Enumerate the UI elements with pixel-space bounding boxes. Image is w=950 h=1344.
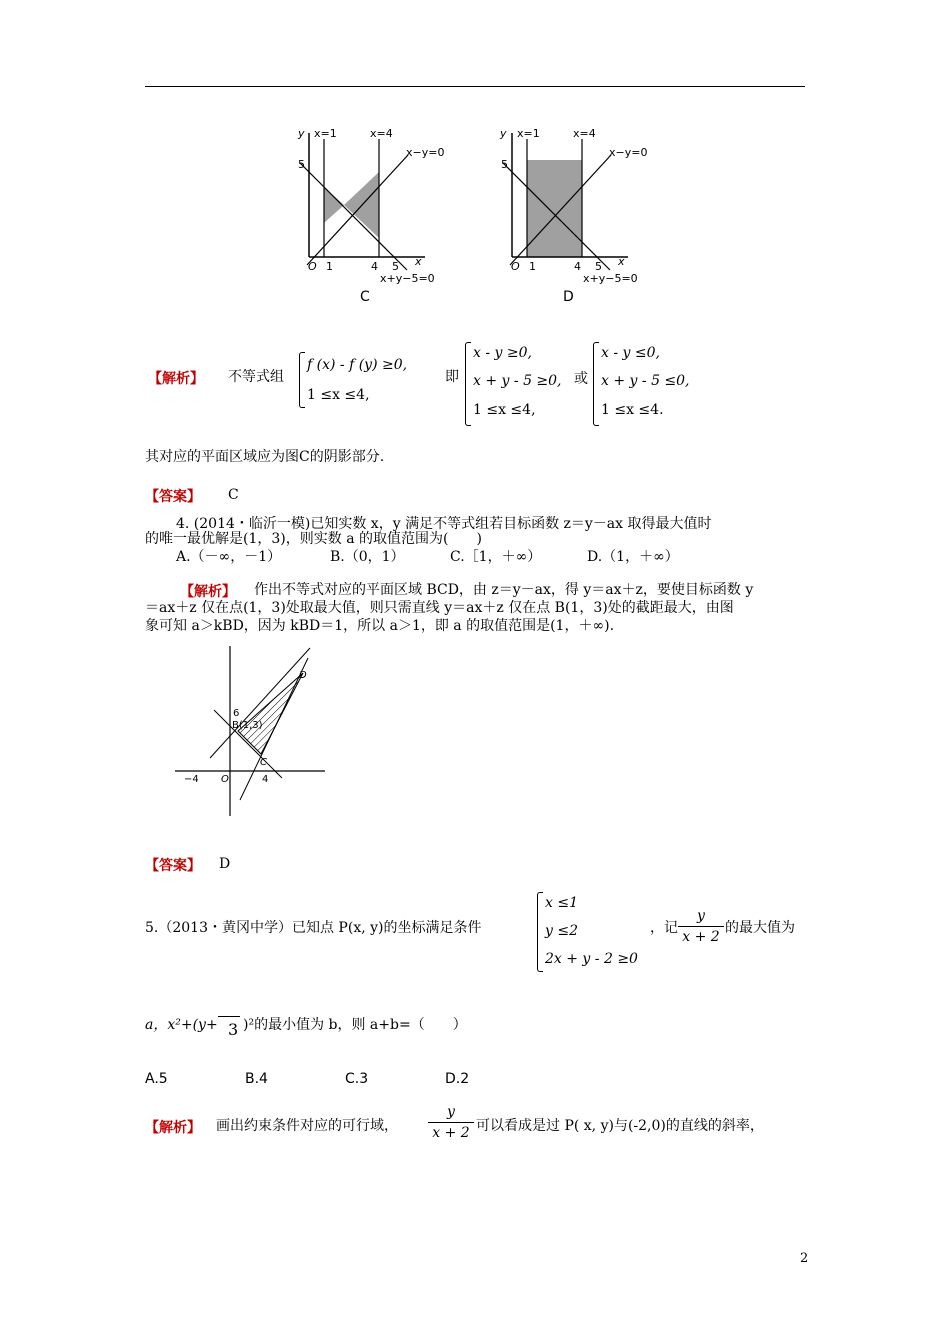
- tick-5: 5: [595, 260, 602, 273]
- q5-sqrt: 3: [218, 1016, 240, 1039]
- label-d: D: [299, 670, 307, 681]
- shaded-left: [324, 187, 344, 223]
- q5-frac-den: x + 2: [682, 929, 720, 945]
- q4-analysis-l2: ＝ax＋z 仅在点(1，3)处取最大值，则只需直线 y＝ax＋z 仅在点 B(1，3)处的截距最大，由图: [145, 600, 734, 616]
- answer-tag-4: 【答案】: [145, 858, 201, 874]
- analysis-conclusion: 其对应的平面区域应为图C的阴影部分.: [145, 449, 385, 465]
- label-x4: x=4: [573, 127, 596, 140]
- label-c: C: [260, 757, 267, 768]
- figure-d: [490, 125, 660, 310]
- q4-analysis-l1: 作出不等式对应的平面区域 BCD，由 z＝y－ax，得 y＝ax＋z，要使目标函数 y: [254, 582, 754, 598]
- q4-line2: 的唯一最优解是(1，3)，则实数 a 的取值范围为( ): [145, 531, 482, 547]
- sys2-line2: x + y - 5 ≥0,: [473, 373, 562, 389]
- y-label: y: [500, 127, 507, 140]
- q4-analysis-tag: 【解析】: [180, 584, 236, 600]
- label-x1: x=1: [314, 127, 337, 140]
- y-tick-5: 5: [501, 158, 508, 171]
- answer-tag-3: 【答案】: [145, 489, 201, 505]
- caption-d: D: [563, 289, 574, 305]
- tick-1: 1: [529, 260, 536, 273]
- q5-analysis-fraction: [428, 1104, 474, 1141]
- q5-sys-1: x ≤1: [545, 895, 578, 911]
- label-xy: x−y=0: [406, 146, 445, 159]
- label-x4: x=4: [370, 127, 393, 140]
- brace-3: [593, 342, 599, 426]
- q5-sys-3: 2x + y - 2 ≥0: [545, 951, 638, 967]
- figure-c: [280, 125, 450, 310]
- x-label: x: [415, 255, 422, 268]
- tick-4: 4: [574, 260, 581, 273]
- brace-1: [299, 352, 305, 408]
- label-b: B(1,3): [232, 720, 263, 731]
- q5-analysis-frac-den: x + 2: [432, 1125, 470, 1141]
- tick-6: 6: [233, 708, 240, 719]
- q5-brace: [537, 892, 543, 972]
- sys2-line1: x - y ≥0,: [473, 345, 532, 361]
- label-x1: x=1: [517, 127, 540, 140]
- q5-analysis-frac-num: y: [447, 1104, 455, 1120]
- sys3-line2: x + y - 5 ≤0,: [601, 373, 690, 389]
- shaded-rect: [527, 160, 582, 257]
- analysis-lead: 不等式组: [228, 369, 284, 385]
- answer-value-4: D: [219, 856, 231, 872]
- q4-option-a: A.（－∞，－1）: [176, 549, 282, 565]
- region-bcd: [238, 673, 303, 754]
- q5-option-c: C.3: [345, 1071, 369, 1087]
- q4-option-c: C.［1，＋∞）: [450, 549, 542, 565]
- q5-lead: 5.（2013・黄冈中学）已知点 P(x, y)的坐标满足条件: [145, 920, 482, 936]
- label-sum: x+y−5=0: [583, 272, 638, 285]
- tick-4: 4: [371, 260, 378, 273]
- sys3-line3: 1 ≤x ≤4.: [601, 402, 664, 418]
- huo-text: 或: [574, 371, 588, 387]
- tick-4: 4: [262, 774, 269, 785]
- label-xy: x−y=0: [609, 146, 648, 159]
- q4-line1: 4. (2014・临沂一模)已知实数 x，y 满足不等式组若目标函数 z＝y－ax 取得最大值时: [176, 516, 712, 532]
- q5-analysis-tag: 【解析】: [145, 1120, 201, 1136]
- q5-line2-a: a，x²+(y+: [145, 1017, 218, 1033]
- q4-option-d: D.（1，＋∞）: [587, 549, 679, 565]
- q5-option-a: A.5: [145, 1071, 168, 1087]
- tick-5: 5: [392, 260, 399, 273]
- figure-q4: [170, 640, 330, 825]
- q4-option-b: B.（0，1）: [330, 549, 405, 565]
- sys3-line1: x - y ≤0,: [601, 345, 660, 361]
- origin: O: [511, 260, 520, 273]
- tick-1: 1: [326, 260, 333, 273]
- analysis-tag: 【解析】: [148, 371, 204, 387]
- sys1-line2: 1 ≤x ≤4,: [307, 387, 370, 403]
- page-number: 2: [800, 1251, 809, 1266]
- q5-frac-num: y: [697, 908, 705, 924]
- brace-2: [465, 342, 471, 426]
- origin: O: [308, 260, 317, 273]
- q5-ji: ，记: [650, 920, 678, 936]
- caption-c: C: [360, 289, 370, 305]
- q4-analysis-l3: 象可知 a＞kBD，因为 kBD＝1，所以 a＞1，即 a 的取值范围是(1，＋∞).: [145, 618, 615, 634]
- q5-option-d: D.2: [445, 1071, 470, 1087]
- q5-tail: 的最大值为: [725, 920, 795, 936]
- label-o: O: [221, 774, 229, 785]
- q5-option-b: B.4: [245, 1071, 268, 1087]
- q5-line2-b: )²的最小值为 b，则 a+b=（ ）: [243, 1017, 467, 1033]
- line-xy: [307, 155, 408, 265]
- tick-neg4: −4: [184, 774, 199, 785]
- sys2-line3: 1 ≤x ≤4,: [473, 402, 536, 418]
- x-label: x: [618, 255, 625, 268]
- q5-sys-2: y ≤2: [545, 923, 578, 939]
- q5-fraction: [678, 908, 724, 945]
- y-label: y: [298, 127, 305, 140]
- q5-analysis-b: 可以看成是过 P( x, y)与(-2,0)的直线的斜率，: [476, 1118, 764, 1134]
- label-sum: x+y−5=0: [380, 272, 435, 285]
- q5-analysis-a: 画出约束条件对应的可行域，: [216, 1118, 398, 1134]
- sys1-line1: f (x) - f (y) ≥0,: [307, 357, 408, 373]
- answer-value-3: C: [228, 487, 239, 503]
- ji-text: 即: [445, 369, 459, 385]
- line-sum: [300, 163, 407, 270]
- y-tick-5: 5: [298, 158, 305, 171]
- header-rule: [145, 86, 805, 87]
